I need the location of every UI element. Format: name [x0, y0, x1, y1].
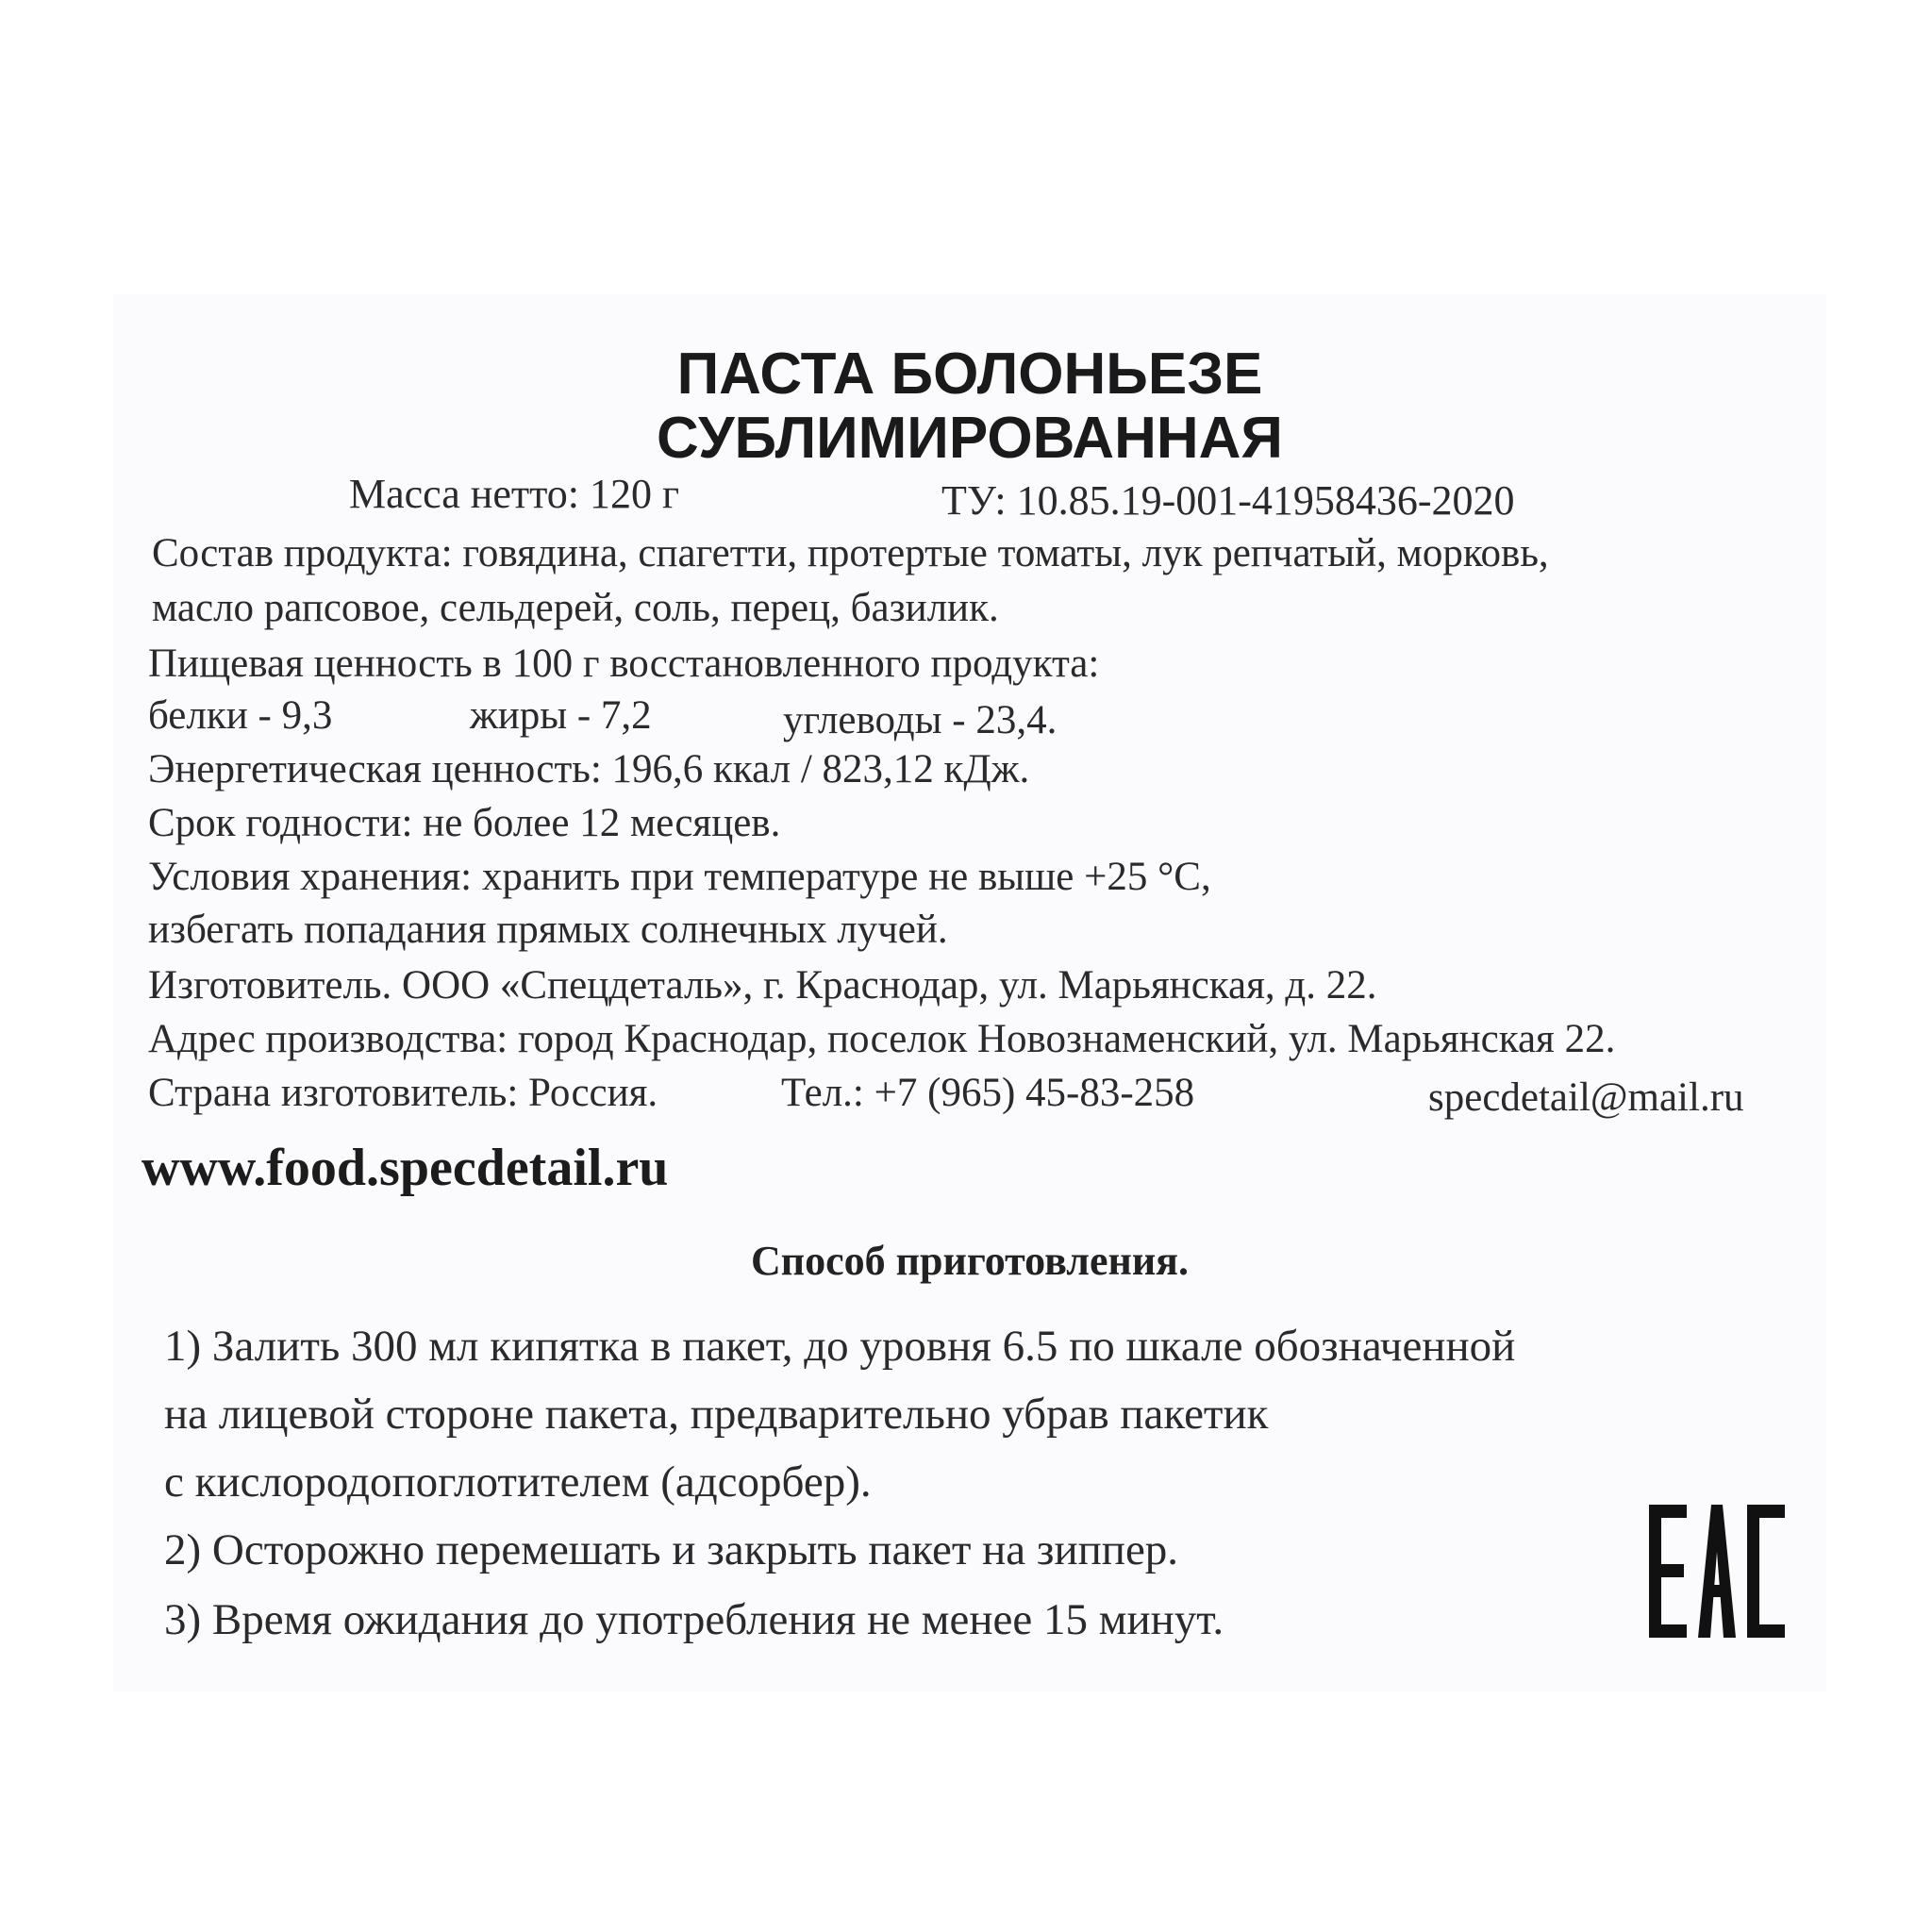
product-label: [113, 294, 1826, 1691]
step-3: 3) Время ожидания до употребления не менее 15 минут.: [164, 1595, 1224, 1644]
nutrition-heading: Пищевая ценность в 100 г восстановленного продукта:: [148, 641, 1100, 686]
website-url: www.food.specdetail.ru: [142, 1139, 669, 1197]
composition-line1: Состав продукта: говядина, спагетти, протертые томаты, лук репчатый, морковь,: [152, 531, 1549, 575]
energy-value: Энергетическая ценность: 196,6 ккал / 823,12 кДж.: [148, 747, 1030, 791]
country: Страна изготовитель: Россия.: [148, 1071, 658, 1115]
eac-certification-mark-icon: [1649, 1505, 1785, 1638]
product-title-line1: ПАСТА БОЛОНЬЕЗЕ: [676, 341, 1263, 407]
step-1-line3: с кислородопоглотителем (адсорбер).: [164, 1457, 872, 1507]
email: specdetail@mail.ru: [1428, 1075, 1744, 1120]
nutrition-fats: жиры - 7,2: [470, 693, 652, 738]
storage-line1: Условия хранения: хранить при температуре не выше +25 °С,: [148, 855, 1211, 899]
net-mass: Масса нетто: 120 г: [349, 471, 680, 517]
step-1-line2: на лицевой стороне пакета, предварительно убрав пакетик: [164, 1390, 1269, 1439]
production-address: Адрес производства: город Краснодар, поселок Новознаменский, ул. Марьянская 22.: [148, 1017, 1616, 1061]
product-title-line2: СУБЛИМИРОВАННАЯ: [657, 406, 1283, 471]
step-1-line1: 1) Залить 300 мл кипятка в пакет, до уровня 6.5 по шкале обозначенной: [164, 1322, 1516, 1371]
storage-line2: избегать попадания прямых солнечных лучей.: [148, 908, 948, 952]
composition-line2: масло рапсовое, сельдерей, соль, перец, базилик.: [152, 586, 999, 630]
nutrition-proteins: белки - 9,3: [148, 693, 333, 738]
shelf-life: Срок годности: не более 12 месяцев.: [148, 801, 781, 845]
technical-conditions: ТУ: 10.85.19-001-41958436-2020: [941, 477, 1515, 524]
phone: Тел.: +7 (965) 45-83-258: [781, 1071, 1195, 1115]
manufacturer: Изготовитель. ООО «Спецдеталь», г. Краснодар, ул. Марьянская, д. 22.: [148, 963, 1377, 1008]
step-2: 2) Осторожно перемешать и закрыть пакет на зиппер.: [164, 1525, 1179, 1574]
nutrition-carbs: углеводы - 23,4.: [783, 698, 1058, 742]
preparation-method-title: Способ приготовления.: [751, 1238, 1189, 1284]
